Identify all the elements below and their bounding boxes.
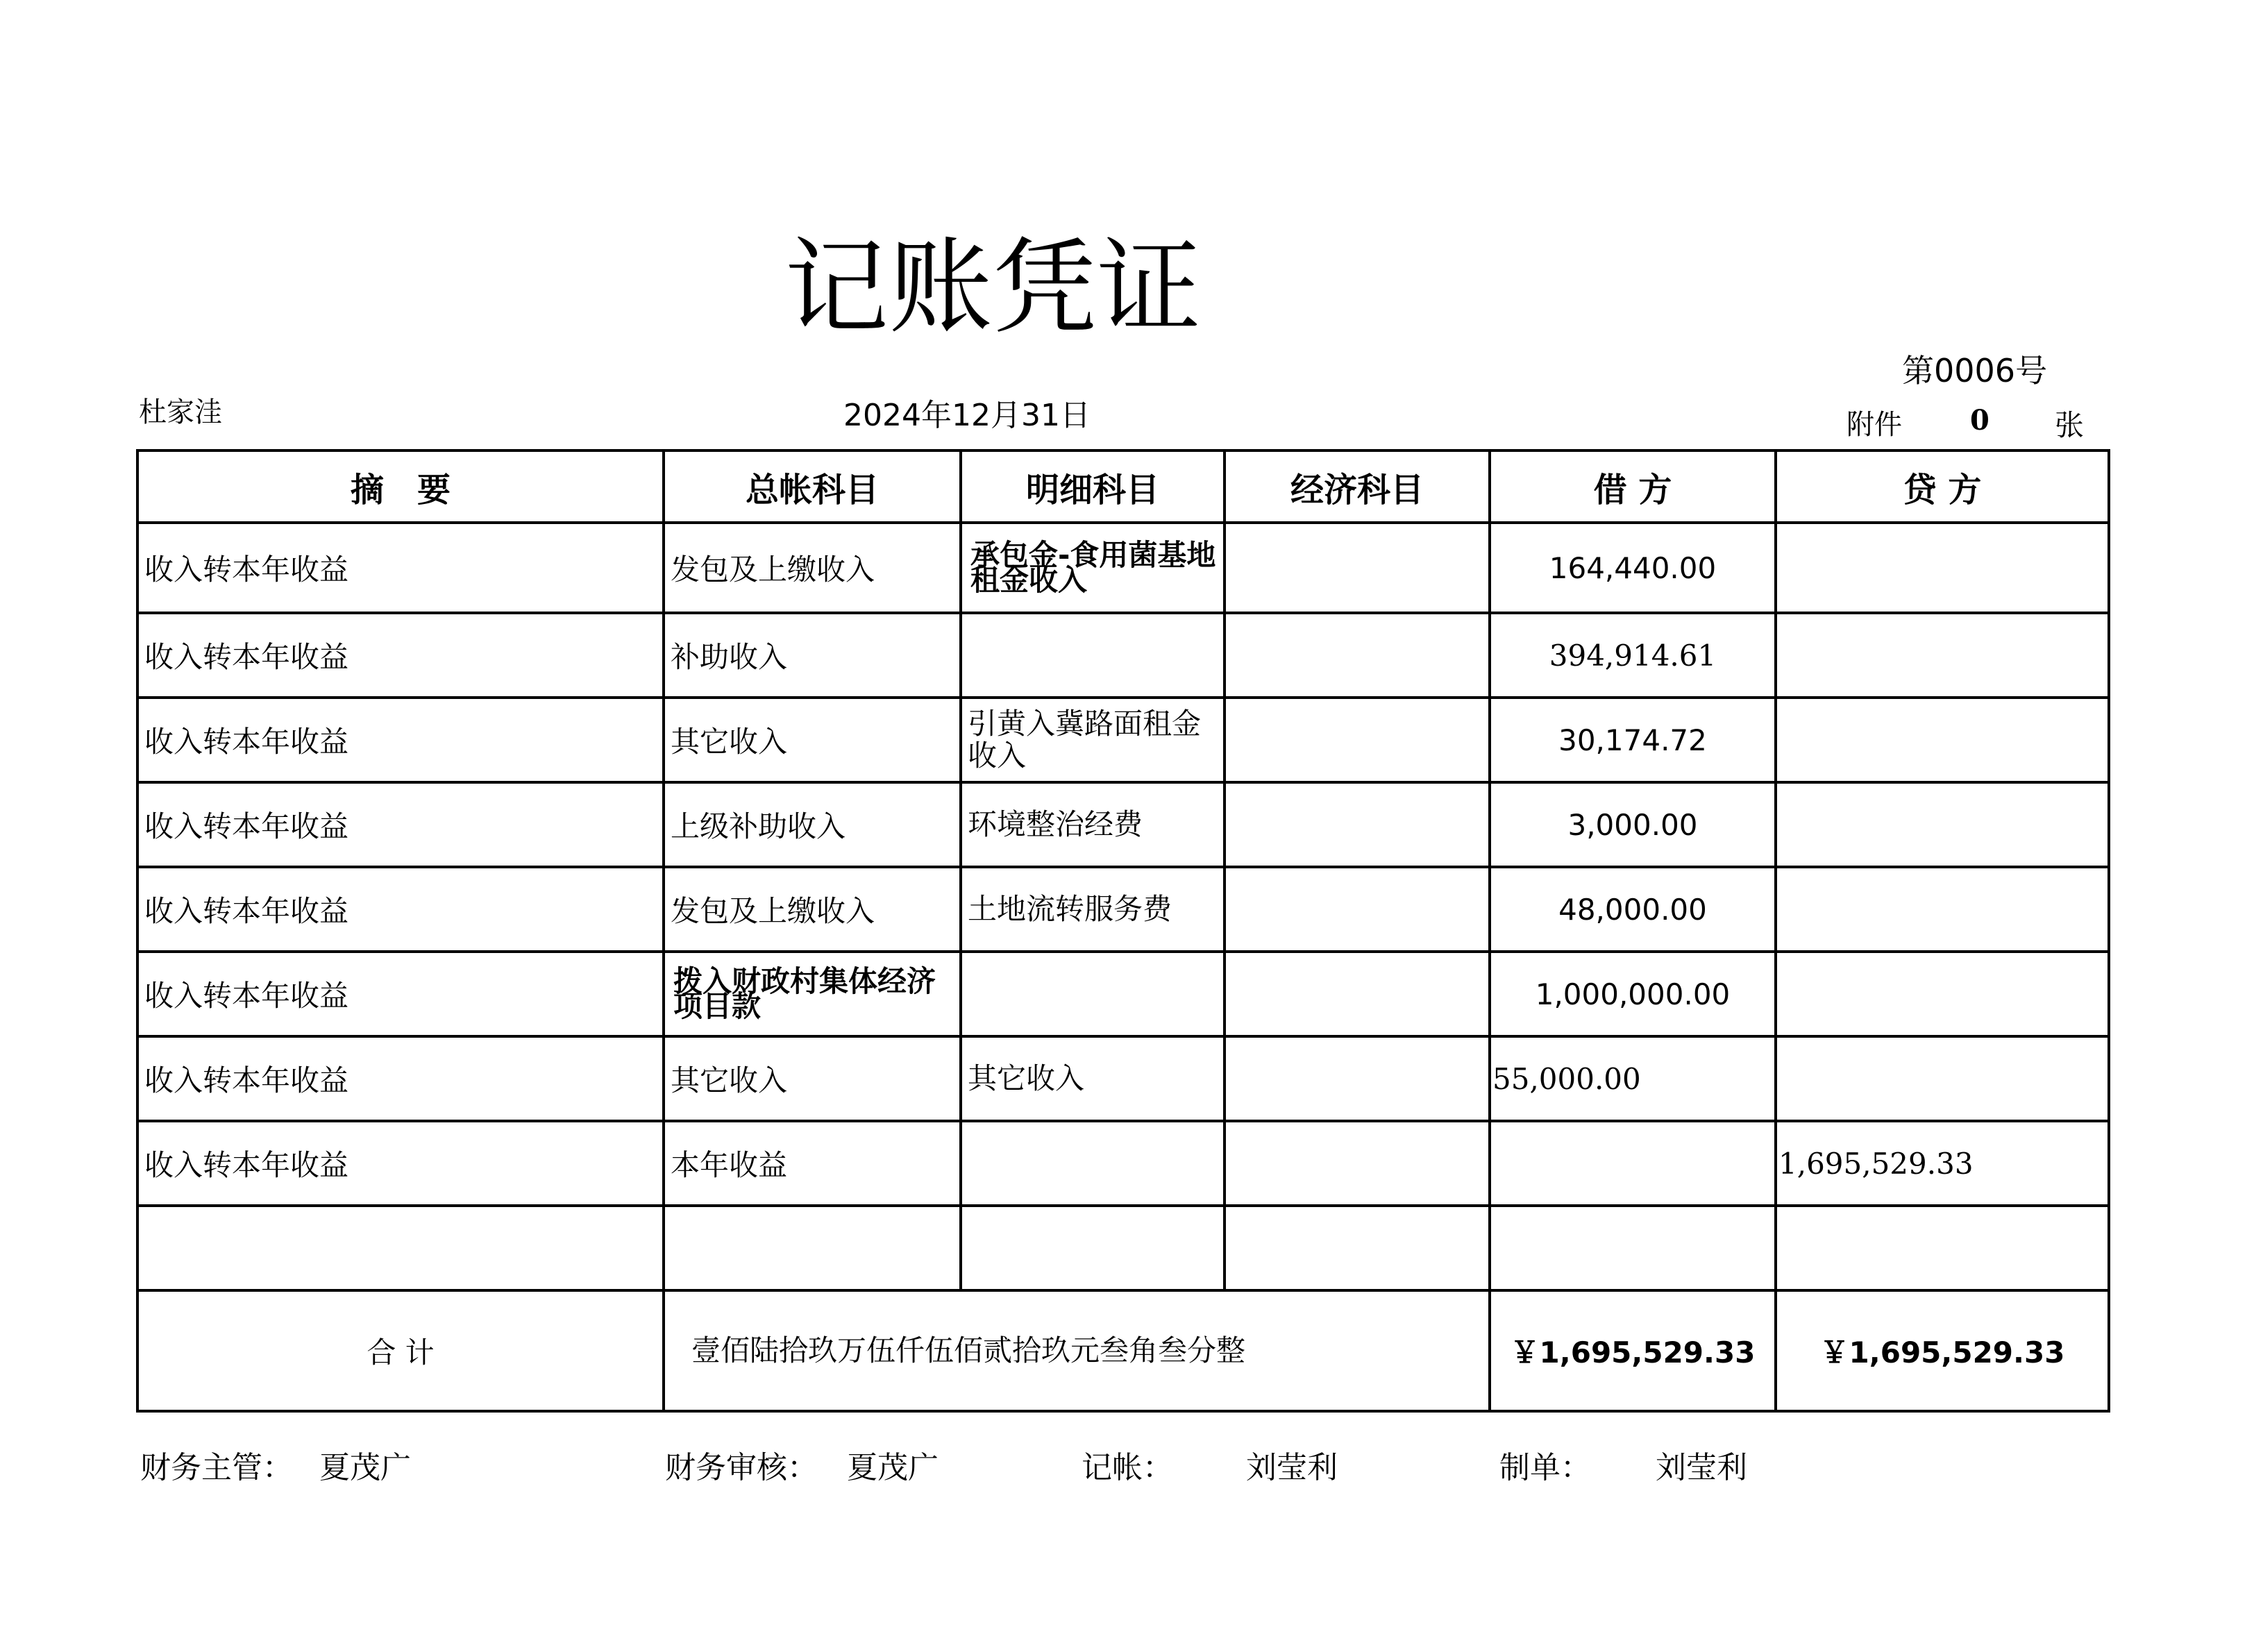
table-row	[137, 782, 2109, 867]
table-header-row	[137, 450, 2109, 523]
debit-cell: 3,000.00	[1490, 782, 1776, 867]
economic-account-cell	[1225, 1036, 1490, 1121]
empty-cell	[1776, 1206, 2109, 1290]
detail-account-cell	[961, 613, 1225, 698]
credit-cell	[1776, 1036, 2109, 1121]
debit-cell: 394,914.61	[1490, 613, 1776, 698]
preparer-label: 制单：	[1499, 1450, 1591, 1485]
empty-row	[137, 1206, 2109, 1290]
general-account-cell: 上级补助收入	[664, 782, 961, 867]
bookkeeper-name: 刘莹利	[1246, 1450, 1338, 1485]
auditor-label: 财务审核：	[665, 1450, 818, 1485]
summary-cell: 收入转本年收益	[137, 523, 664, 613]
debit-cell	[1490, 1121, 1776, 1206]
summary-cell: 收入转本年收益	[137, 1121, 664, 1206]
table-row	[137, 867, 2109, 952]
debit-cell: 1,000,000.00	[1490, 952, 1776, 1036]
header-credit: 贷 方	[1776, 450, 2109, 523]
detail-account-cell	[961, 1121, 1225, 1206]
unit-name: 杜家洼	[139, 396, 222, 428]
empty-cell	[961, 1206, 1225, 1290]
credit-cell	[1776, 613, 2109, 698]
detail-account-cell	[961, 952, 1225, 1036]
summary-cell: 收入转本年收益	[137, 867, 664, 952]
attachment-count: 0	[1970, 404, 1989, 437]
empty-cell	[1490, 1206, 1776, 1290]
debit-cell: 55,000.00	[1490, 1036, 1776, 1121]
summary-cell: 收入转本年收益	[137, 952, 664, 1036]
economic-account-cell	[1225, 1121, 1490, 1206]
header-summary: 摘 要	[137, 450, 664, 523]
debit-cell: 48,000.00	[1490, 867, 1776, 952]
voucher-date: 2024年12月31日	[843, 398, 1091, 433]
voucher-number: 第0006号	[1902, 352, 2048, 389]
header-general-account: 总帐科目	[664, 450, 961, 523]
finance-manager-name: 夏茂广	[319, 1450, 411, 1485]
credit-cell	[1776, 867, 2109, 952]
preparer-name: 刘莹利	[1656, 1450, 1747, 1485]
total-label: 合 计	[137, 1290, 664, 1411]
header-detail-account: 明细科目	[961, 450, 1225, 523]
general-account-cell: 其它收入	[664, 1036, 961, 1121]
detail-account-cell: 其它收入	[961, 1036, 1225, 1121]
total-row	[137, 1290, 2109, 1411]
attachment-label: 附件	[1846, 409, 1902, 441]
general-account-cell: 本年收益	[664, 1121, 961, 1206]
debit-cell: 164,440.00	[1490, 523, 1776, 613]
table-row	[137, 523, 2109, 613]
economic-account-cell	[1225, 782, 1490, 867]
economic-account-cell	[1225, 613, 1490, 698]
total-credit: ￥1,695,529.33	[1776, 1290, 2109, 1411]
table-row	[137, 1121, 2109, 1206]
table-row	[137, 1036, 2109, 1121]
economic-account-cell	[1225, 698, 1490, 782]
debit-cell: 30,174.72	[1490, 698, 1776, 782]
empty-cell	[664, 1206, 961, 1290]
general-account-cell: 补助收入	[664, 613, 961, 698]
credit-cell: 1,695,529.33	[1776, 1121, 2109, 1206]
summary-cell: 收入转本年收益	[137, 613, 664, 698]
table-row	[137, 952, 2109, 1036]
economic-account-cell	[1225, 523, 1490, 613]
summary-cell: 收入转本年收益	[137, 1036, 664, 1121]
summary-cell: 收入转本年收益	[137, 782, 664, 867]
detail-account-cell: 环境整治经费	[961, 782, 1225, 867]
empty-cell	[137, 1206, 664, 1290]
general-account-cell: 其它收入	[664, 698, 961, 782]
attachment-unit: 张	[2055, 408, 2085, 442]
summary-cell: 收入转本年收益	[137, 698, 664, 782]
detail-account-cell: 土地流转服务费	[961, 867, 1225, 952]
bookkeeper-label: 记帐：	[1082, 1450, 1173, 1485]
economic-account-cell	[1225, 867, 1490, 952]
general-account-cell: 拨入财政村集体经济项目款	[664, 952, 961, 1036]
empty-cell	[1225, 1206, 1490, 1290]
total-debit: ￥1,695,529.33	[1490, 1290, 1776, 1411]
credit-cell	[1776, 782, 2109, 867]
voucher-table	[136, 449, 2110, 1413]
table-row	[137, 613, 2109, 698]
total-amount-words: 壹佰陆拾玖万伍仟伍佰贰拾玖元叁角叁分整	[664, 1290, 1490, 1411]
detail-account-cell: 承包金-食用菌基地租金收入	[961, 523, 1225, 613]
detail-account-cell: 引黄入冀路面租金收入	[961, 698, 1225, 782]
credit-cell	[1776, 523, 2109, 613]
header-debit: 借 方	[1490, 450, 1776, 523]
general-account-cell: 发包及上缴收入	[664, 523, 961, 613]
finance-manager-label: 财务主管：	[140, 1450, 293, 1485]
economic-account-cell	[1225, 952, 1490, 1036]
table-row	[137, 698, 2109, 782]
header-economic-account: 经济科目	[1225, 450, 1490, 523]
auditor-name: 夏茂广	[847, 1450, 939, 1485]
credit-cell	[1776, 952, 2109, 1036]
voucher-title: 记账凭证	[784, 228, 1202, 348]
general-account-cell: 发包及上缴收入	[664, 867, 961, 952]
credit-cell	[1776, 698, 2109, 782]
